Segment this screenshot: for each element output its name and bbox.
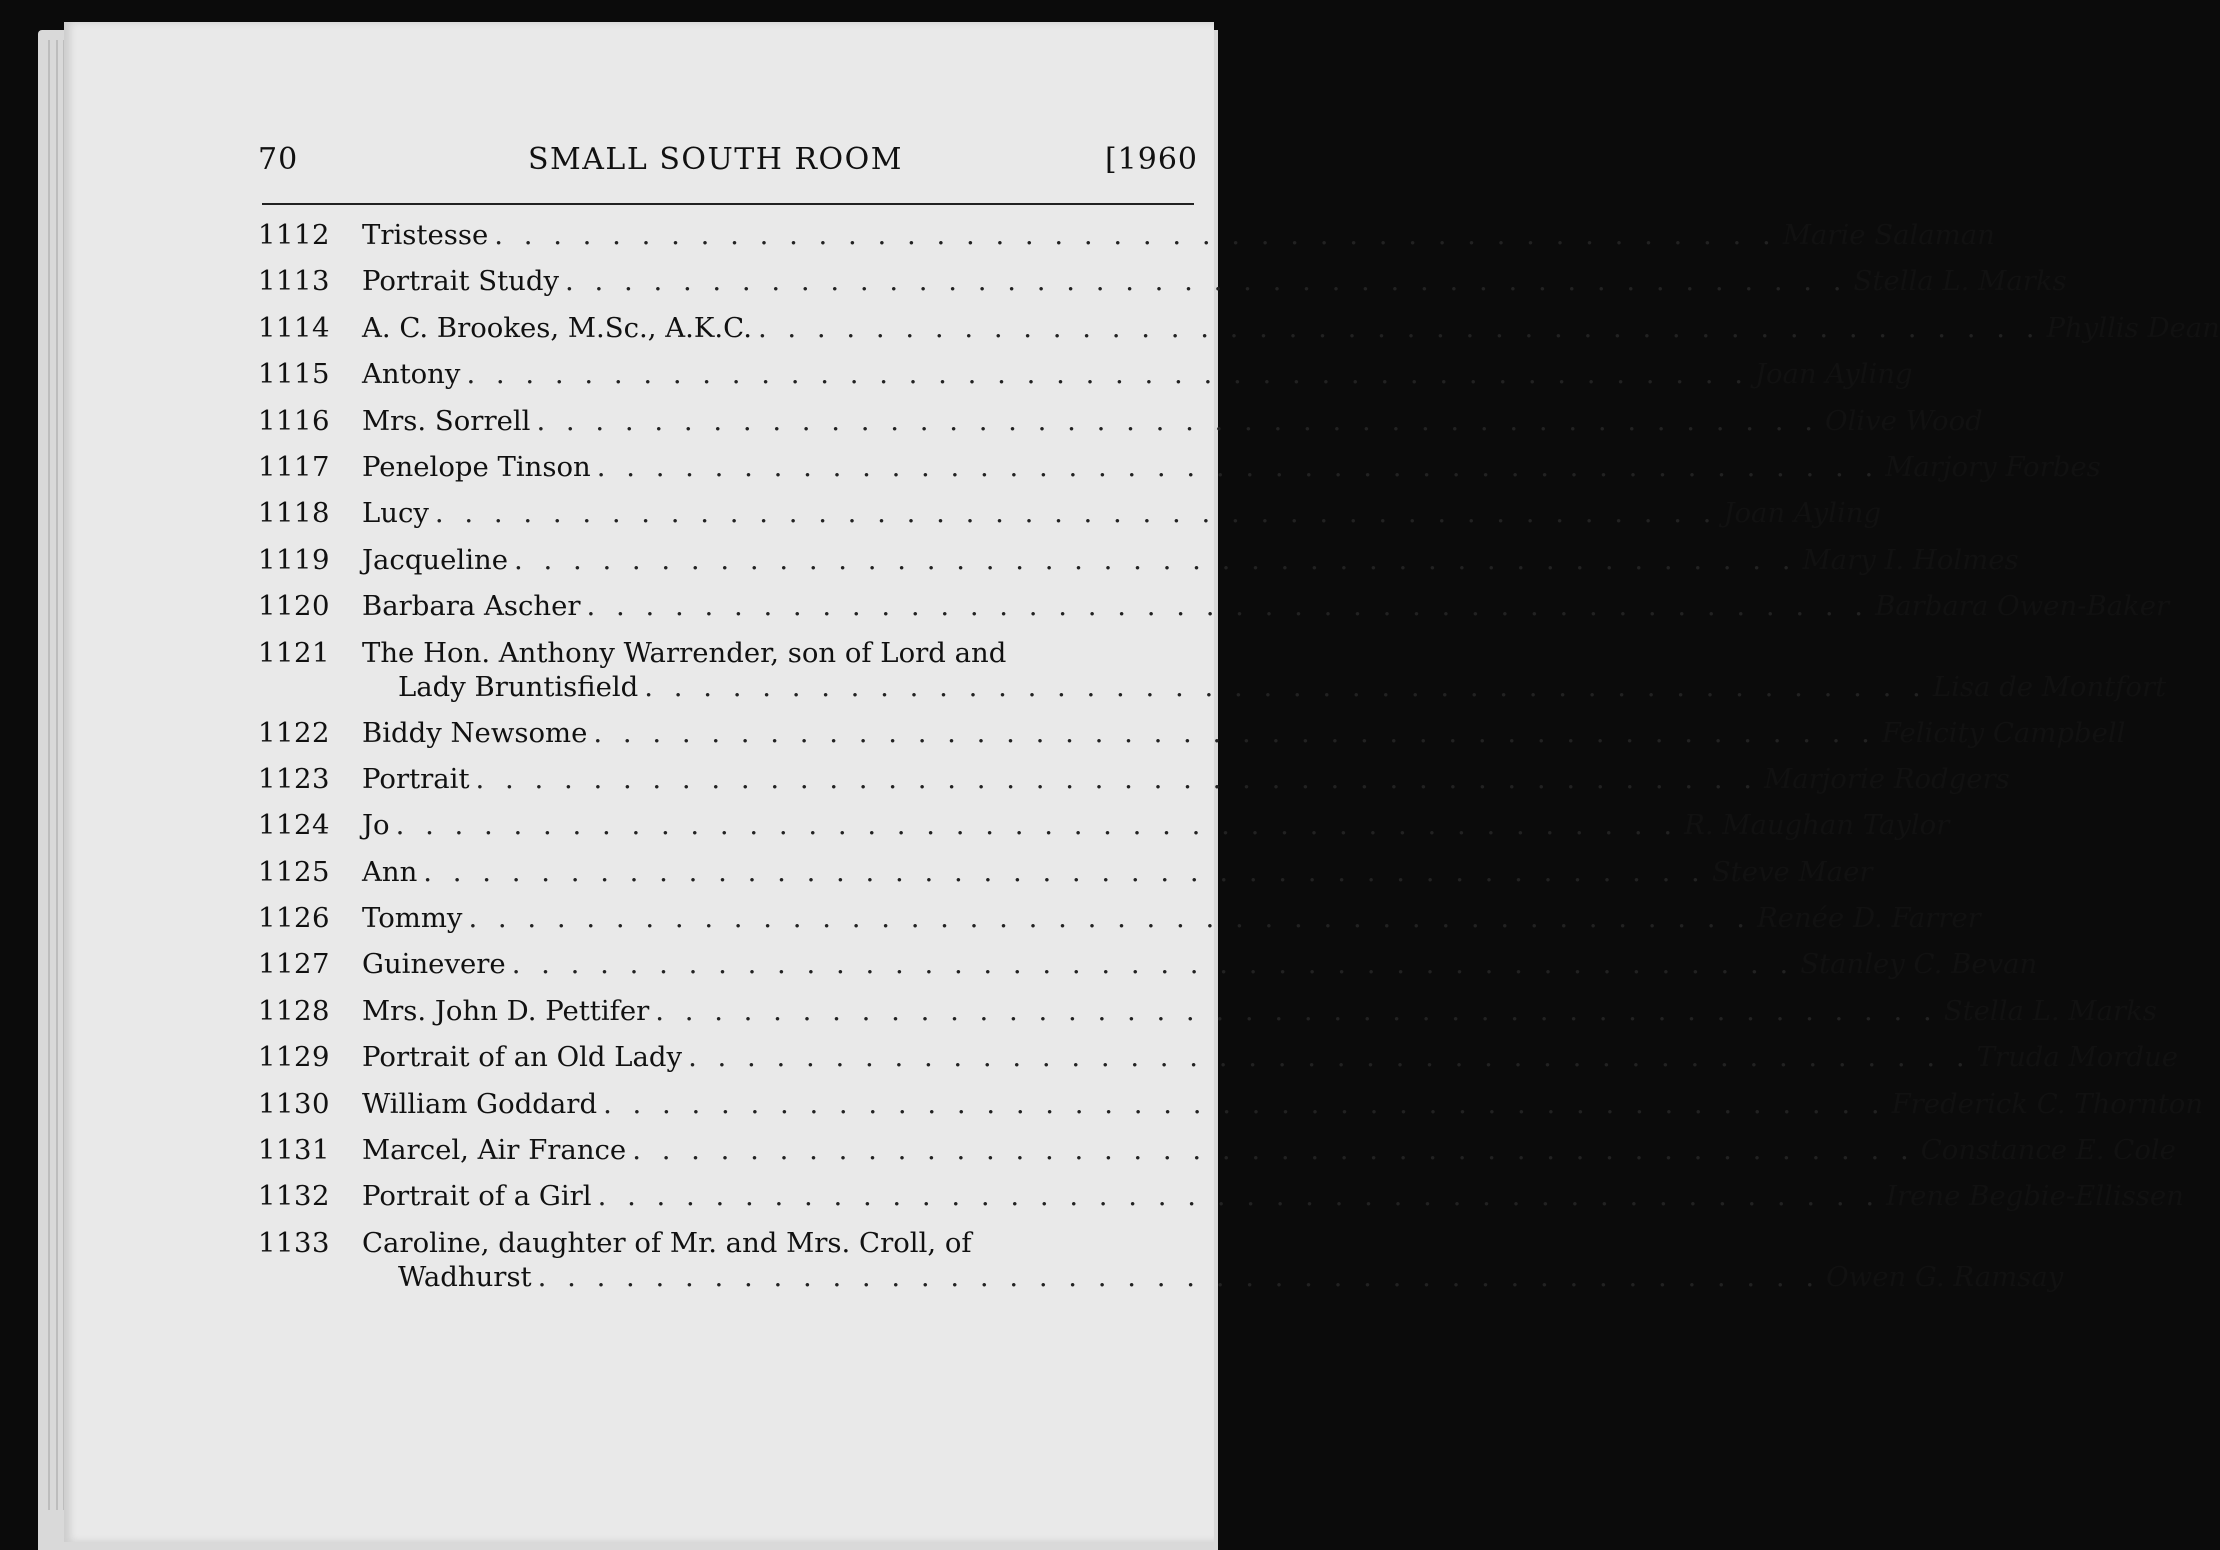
entry-number: 1121 [258, 636, 330, 669]
entry-title: Antony [362, 358, 461, 391]
leader-dots: . . . . . . . . . . . . . . . . . . . . . . . . . . . . . . . . . . . . . . . . . . . . [466, 358, 1749, 391]
leader-dots: . . . . . . . . . . . . . . . . . . . . . . . . . . . . . . . . . . . . . . . . . . . . [536, 404, 1819, 437]
entry-title: Portrait of an Old Lady [362, 1041, 683, 1074]
entry-artist: Frederick C. Thornton [1891, 1087, 2204, 1120]
entry-title-continuation: Wadhurst [398, 1260, 532, 1293]
entry-number: 1124 [258, 809, 330, 842]
catalogue-entry [258, 398, 1983, 444]
leader-dots: . . . . . . . . . . . . . . . . . . . . . . . . . . . . . . . . . . . . . . . . . . . . [468, 902, 1751, 935]
leader-dots: . . . . . . . . . . . . . . . . . . . . . . . . . . . . . . . . . . . . . . . . . . . . [632, 1134, 1915, 1167]
entry-artist: Owen G. Ramsay [1826, 1260, 2064, 1293]
entry-artist: Marjory Forbes [1885, 450, 2101, 483]
leader-dots: . . . . . . . . . . . . . . . . . . . . . . . . . . . . . . . . . . . . . . . . . . . . [644, 670, 1927, 703]
entry-title: Biddy Newsome [362, 716, 588, 749]
leader-dots: . . . . . . . . . . . . . . . . . . . . . . . . . . . . . . . . . . . . . . . . . . . . [494, 219, 1777, 251]
catalogue-entry [258, 941, 2038, 987]
entry-artist: Renée D. Farrer [1756, 902, 1981, 935]
entry-artist: Olive Wood [1824, 404, 1983, 437]
catalogue-entry [258, 1034, 2178, 1080]
entry-artist: Mary I. Holmes [1802, 543, 2019, 576]
entry-number: 1122 [258, 716, 330, 749]
page-title: SMALL SOUTH ROOM [528, 142, 903, 177]
entry-number: 1119 [258, 543, 330, 576]
entry-number: 1127 [258, 948, 330, 981]
page-number: 70 [258, 142, 299, 177]
entry-artist: Marie Salaman [1782, 219, 1995, 251]
leader-dots: . . . . . . . . . . . . . . . . . . . . . . . . . . . . . . . . . . . . . . . . . . . . [586, 590, 1870, 623]
entry-artist: Constance E. Cole [1920, 1134, 2176, 1167]
entry-title: A. C. Brookes, M.Sc., A.K.C. [362, 311, 752, 344]
header-rule [262, 203, 1194, 205]
entry-artist: Joan Ayling [1723, 497, 1882, 530]
entry-artist: Lisa de Montfort [1932, 670, 2167, 703]
entry-number: 1117 [258, 450, 330, 483]
catalogue-entry [258, 802, 1950, 848]
entry-artist: Irene Begbie-Ellissen [1886, 1180, 2184, 1213]
entry-number: 1114 [258, 311, 330, 344]
page-year: [1960 [1104, 142, 1198, 177]
entry-number: 1113 [258, 265, 330, 298]
entry-title: Marcel, Air France [362, 1134, 627, 1167]
entry-title: Portrait [362, 762, 470, 795]
page-edge [48, 40, 50, 1510]
entry-number: 1115 [258, 358, 330, 391]
entry-number: 1116 [258, 404, 330, 437]
entry-artist: Truda Mordue [1976, 1041, 2178, 1074]
catalogue-entry [258, 258, 2067, 304]
entry-number: 1126 [258, 902, 330, 935]
entry-number: 1131 [258, 1134, 330, 1167]
entry-title: Barbara Ascher [362, 590, 581, 623]
catalogue-entry [258, 490, 1882, 536]
leader-dots: . . . . . . . . . . . . . . . . . . . . . . . . . . . . . . . . . . . . . . . . . . . . [596, 450, 1880, 483]
leader-dots: . . . . . . . . . . . . . . . . . . . . . . . . . . . . . . . . . . . . . . . . . . . . [757, 311, 2041, 344]
catalogue-entry [258, 212, 1995, 258]
entry-title: Tommy [362, 902, 463, 935]
entry-title: Guinevere [362, 948, 506, 981]
entry-artist: Felicity Campbell [1881, 716, 2126, 749]
catalogue-entry [258, 351, 1913, 397]
entry-artist: Barbara Owen-Baker [1875, 590, 2170, 623]
catalogue-entry [258, 583, 2170, 629]
entry-artist: Joan Ayling [1754, 358, 1913, 391]
catalogue-entry [258, 756, 2010, 802]
catalogue-entry [258, 444, 2101, 490]
entry-number: 1133 [258, 1226, 330, 1259]
entry-title: Ann [362, 855, 418, 888]
entry-title: Caroline, daughter of Mr. and Mrs. Croll, of [362, 1226, 972, 1259]
leader-dots: . . . . . . . . . . . . . . . . . . . . . . . . . . . . . . . . . . . . . . . . . . . . [395, 809, 1679, 842]
entry-number: 1120 [258, 590, 330, 623]
leader-dots: . . . . . . . . . . . . . . . . . . . . . . . . . . . . . . . . . . . . . . . . . . . . [434, 497, 1718, 530]
leader-dots: . . . . . . . . . . . . . . . . . . . . . . . . . . . . . . . . . . . . . . . . . . . . [603, 1087, 1886, 1120]
entry-title: Tristesse [362, 219, 489, 251]
entry-title-continuation: Lady Bruntisfield [398, 670, 639, 703]
entry-number: 1123 [258, 762, 330, 795]
entry-title: Mrs. John D. Pettifer [362, 994, 650, 1027]
catalogue-entry [258, 1127, 2176, 1173]
entry-number: 1112 [258, 219, 330, 251]
entry-number: 1118 [258, 497, 330, 530]
catalogue-entry [258, 636, 2167, 704]
catalogue-entry [258, 305, 2220, 351]
entry-title: Portrait of a Girl [362, 1180, 592, 1213]
entry-title: Portrait Study [362, 265, 560, 298]
catalogue-entry [258, 1173, 2184, 1219]
entry-artist: Stella L. Marks [1943, 994, 2157, 1027]
page-header [258, 142, 1198, 190]
leader-dots: . . . . . . . . . . . . . . . . . . . . . . . . . . . . . . . . . . . . . . . . . . . . [511, 948, 1795, 981]
entry-title: Jacqueline [362, 543, 508, 576]
entry-number: 1130 [258, 1087, 330, 1120]
entry-title: The Hon. Anthony Warrender, son of Lord and [362, 636, 1007, 669]
leader-dots: . . . . . . . . . . . . . . . . . . . . . . . . . . . . . . . . . . . . . . . . . . . . [655, 994, 1938, 1027]
leader-dots: . . . . . . . . . . . . . . . . . . . . . . . . . . . . . . . . . . . . . . . . . . . . [688, 1041, 1971, 1074]
catalogue-entry [258, 988, 2157, 1034]
leader-dots: . . . . . . . . . . . . . . . . . . . . . . . . . . . . . . . . . . . . . . . . . . . . [537, 1260, 1821, 1293]
leader-dots: . . . . . . . . . . . . . . . . . . . . . . . . . . . . . . . . . . . . . . . . . . . . [565, 265, 1848, 298]
entry-number: 1128 [258, 994, 330, 1027]
catalogue-entry [258, 849, 1873, 895]
catalogue-list [258, 212, 2220, 1300]
entry-artist: Phyllis Dean [2046, 311, 2220, 344]
entry-number: 1125 [258, 855, 330, 888]
entry-artist: Marjorie Rodgers [1764, 762, 2010, 795]
entry-artist: Stella L. Marks [1853, 265, 2067, 298]
entry-title: Mrs. Sorrell [362, 404, 531, 437]
entry-title: Lucy [362, 497, 429, 530]
catalogue-entry [258, 895, 1981, 941]
entry-artist: Stanley C. Bevan [1800, 948, 2038, 981]
entry-artist: Steve Maer [1711, 855, 1873, 888]
catalogue-entry [258, 1081, 2204, 1127]
leader-dots: . . . . . . . . . . . . . . . . . . . . . . . . . . . . . . . . . . . . . . . . . . . . [597, 1180, 1881, 1213]
page-edge [56, 40, 58, 1510]
entry-title: Jo [362, 809, 390, 842]
leader-dots: . . . . . . . . . . . . . . . . . . . . . . . . . . . . . . . . . . . . . . . . . . . . [475, 762, 1759, 795]
entry-artist: R. Maughan Taylor [1684, 809, 1950, 842]
leader-dots: . . . . . . . . . . . . . . . . . . . . . . . . . . . . . . . . . . . . . . . . . . . . [593, 716, 1876, 749]
entry-title: Penelope Tinson [362, 450, 591, 483]
catalogue-entry [258, 1226, 2064, 1294]
leader-dots: . . . . . . . . . . . . . . . . . . . . . . . . . . . . . . . . . . . . . . . . . . . . [514, 543, 1797, 576]
entry-number: 1129 [258, 1041, 330, 1074]
catalogue-entry [258, 710, 2126, 756]
entry-title: William Goddard [362, 1087, 598, 1120]
leader-dots: . . . . . . . . . . . . . . . . . . . . . . . . . . . . . . . . . . . . . . . . . . . . [423, 855, 1706, 888]
entry-number: 1132 [258, 1180, 330, 1213]
catalogue-entry [258, 537, 2019, 583]
